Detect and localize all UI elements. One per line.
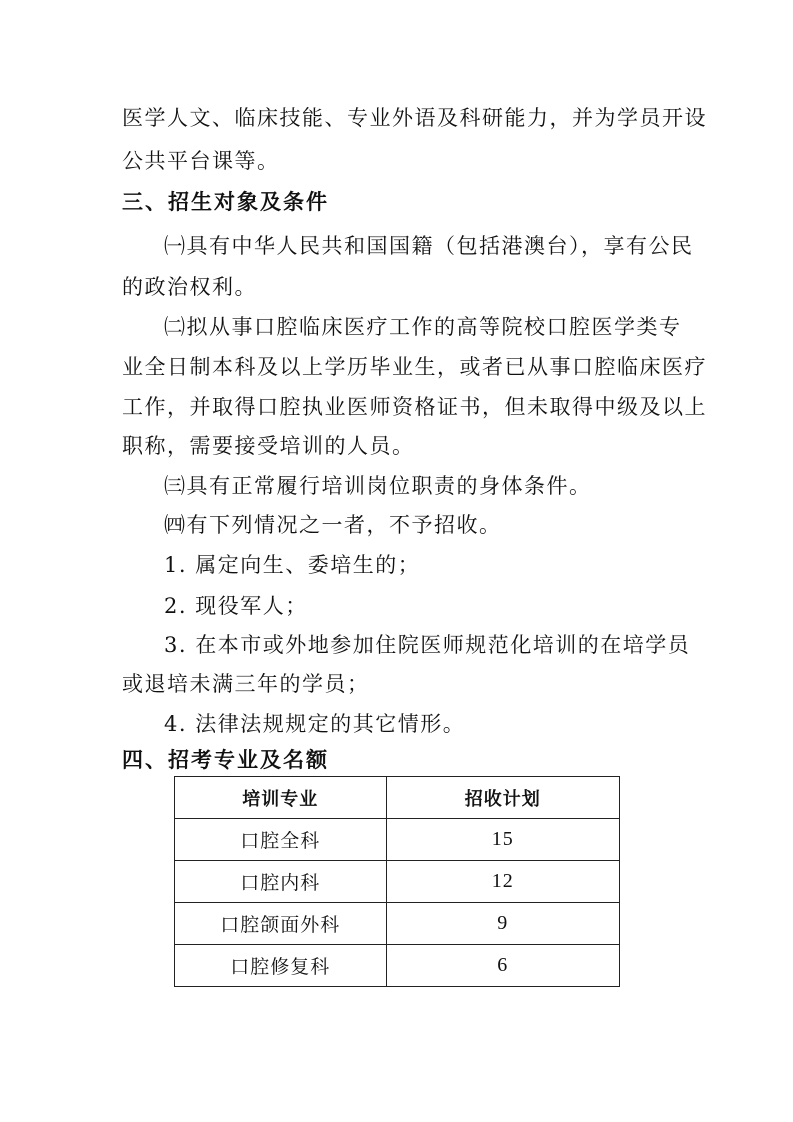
specialty-cell: 口腔修复科	[175, 945, 387, 987]
list-item: 或退培未满三年的学员；	[122, 672, 370, 696]
quota-table	[174, 776, 620, 987]
paragraph-line: ㈠具有中华人民共和国国籍（包括港澳台），享有公民	[164, 234, 694, 258]
table-row	[175, 861, 620, 903]
section-heading: 三、招生对象及条件	[122, 190, 329, 214]
paragraph-line: 医学人文、临床技能、专业外语及科研能力，并为学员开设	[122, 106, 707, 130]
quota-cell: 15	[386, 819, 619, 861]
specialty-cell: 口腔全科	[175, 819, 387, 861]
paragraph-line: ㈣有下列情况之一者，不予招收。	[164, 513, 502, 537]
list-item: 2. 现役军人；	[164, 594, 308, 618]
paragraph-line: 业全日制本科及以上学历毕业生，或者已从事口腔临床医疗	[122, 355, 707, 379]
list-item: 3. 在本市或外地参加住院医师规范化培训的在培学员	[164, 633, 691, 657]
list-item: 1. 属定向生、委培生的；	[164, 553, 421, 577]
paragraph-line: 公共平台课等。	[122, 149, 280, 173]
table-header-cell: 培训专业	[175, 777, 387, 819]
specialty-cell: 口腔内科	[175, 861, 387, 903]
quota-cell: 12	[386, 861, 619, 903]
quota-cell: 6	[386, 945, 619, 987]
table-row	[175, 819, 620, 861]
section-heading: 四、招考专业及名额	[122, 748, 329, 772]
quota-cell: 9	[386, 903, 619, 945]
table-header-row	[175, 777, 620, 819]
list-item: 4. 法律法规规定的其它情形。	[164, 712, 466, 736]
table-header-cell: 招收计划	[386, 777, 619, 819]
paragraph-line: 职称，需要接受培训的人员。	[122, 434, 415, 458]
paragraph-line: ㈡拟从事口腔临床医疗工作的高等院校口腔医学类专	[164, 315, 682, 339]
table-row	[175, 945, 620, 987]
paragraph-line: 的政治权利。	[122, 275, 257, 299]
specialty-cell: 口腔颌面外科	[175, 903, 387, 945]
paragraph-line: ㈢具有正常履行培训岗位职责的身体条件。	[164, 474, 592, 498]
paragraph-line: 工作，并取得口腔执业医师资格证书，但未取得中级及以上	[122, 395, 707, 419]
table-row	[175, 903, 620, 945]
